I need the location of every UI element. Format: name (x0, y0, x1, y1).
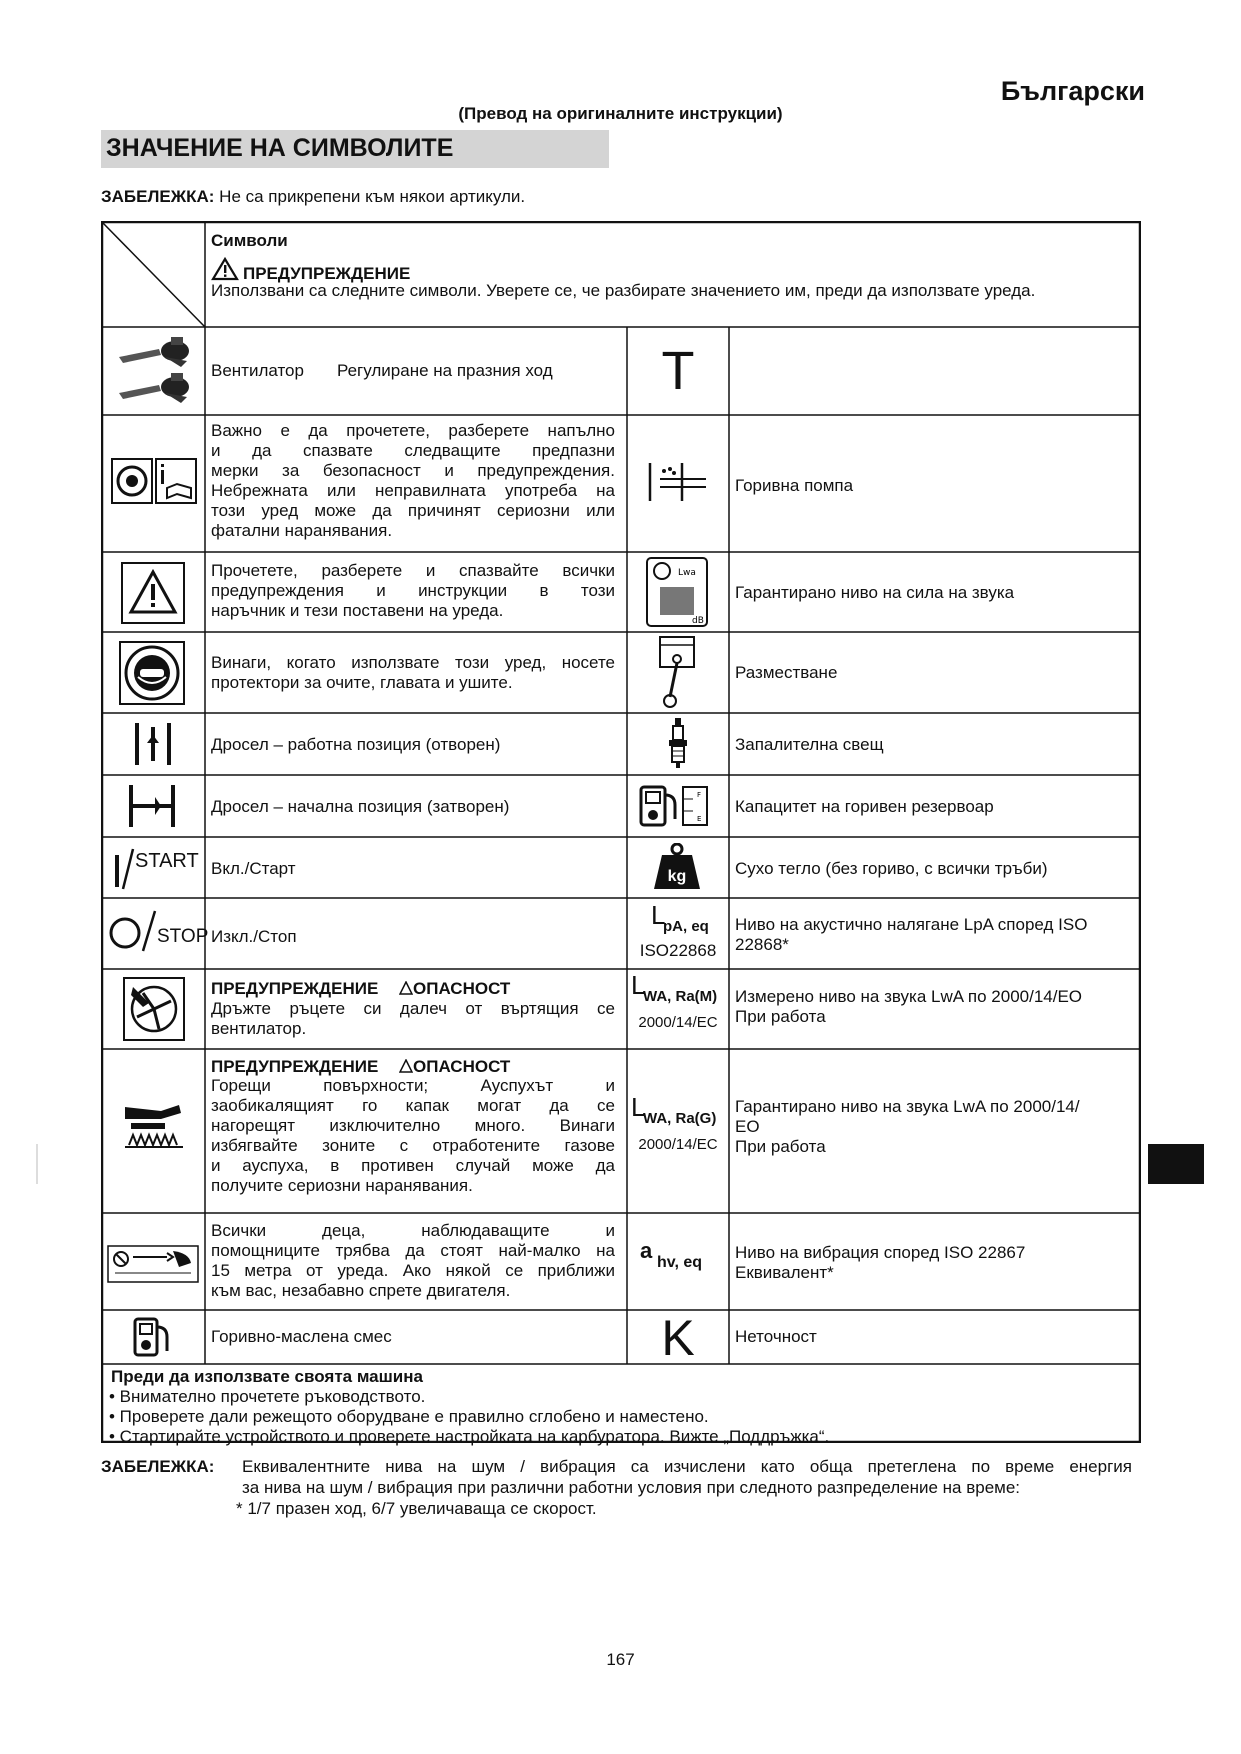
lwa-g-symbol-std: 2000/14/EC (638, 1136, 718, 1153)
r2-left-line1: Важно е да прочетете, разберете напълно (211, 421, 615, 440)
r10-left-line1: Горещи повърхности; Ауспухът и (211, 1076, 615, 1095)
r9-left-line2: вентилатор. (211, 1019, 307, 1038)
r3-left-line2: предупреждения и инструкции в този (211, 581, 615, 600)
r2-right-label: Горивна помпа (735, 476, 854, 495)
lpa-symbol-sub: pA, eq (663, 918, 709, 935)
note-top (101, 187, 525, 207)
svg-text:dB: dB (692, 616, 704, 626)
r2-left-line3: мерки за безопасност и предупреждения. (211, 461, 615, 480)
svg-text:F: F (697, 791, 702, 799)
lwa-m-symbol-sub: WA, Ra(M) (643, 988, 718, 1005)
subtitle: (Превод на оригиналните инструкции) (458, 104, 783, 123)
svg-text:E: E (697, 815, 702, 823)
r8-right-line2: 22868* (735, 935, 789, 954)
footer-item-2: • Проверете дали режещото оборудване е правилно сглобено и наместено. (109, 1407, 709, 1426)
r2-left-line5: този уред може да причинят сериозни или (211, 501, 615, 520)
r4-left-line1: Винаги, когато използвате този уред, носете (211, 653, 615, 672)
start-switch-icon (113, 845, 135, 891)
lwa-m-symbol-std: 2000/14/EC (638, 1014, 718, 1031)
r8-right-line1: Ниво на акустично налягане LpA според ISO (735, 915, 1088, 934)
stop-switch-icon (107, 907, 159, 955)
r10-right-line1: Гарантирано ниво на звука LwA по 2000/14/ (735, 1097, 1080, 1116)
footer-item-1: • Внимателно прочетете ръководството. (109, 1387, 426, 1406)
r11-left-line1: Всички деца, наблюдаващите и (211, 1221, 615, 1240)
r4-left-line2: протектори за очите, главата и ушите. (211, 673, 513, 692)
header-text: Използвани са следните символи. Уверете се, че разбирате значението им, преди да използвате уреда. (211, 281, 1036, 300)
r1-right-label: Регулиране на празния ход (337, 361, 553, 380)
r2-left-line6: фатални наранявания. (211, 521, 393, 540)
language-label: Български (1000, 76, 1145, 106)
lwa-m-symbol-main: L (631, 970, 646, 1000)
r7-right-label: Сухо тегло (без гориво, с всички тръби) (735, 859, 1048, 878)
blower-icon (115, 335, 195, 407)
r10-left-line5: и ауспуха, в противен случай може да (211, 1156, 615, 1175)
r10-left-line3: нагорещят изключително много. Винаги (211, 1116, 615, 1135)
warning-small-icon (399, 981, 413, 995)
footer-title: Преди да използвате своята машина (111, 1367, 423, 1386)
r10-warning-title: ПРЕДУПРЕЖДЕНИЕ (211, 1057, 379, 1076)
note-label: ЗАБЕЛЕЖКА: (101, 187, 215, 206)
note-text: Не са прикрепени към някои артикули. (219, 187, 526, 206)
fuel-oil-mix-icon (131, 1317, 175, 1359)
displacement-piston-icon (658, 635, 698, 711)
note-bottom-label: ЗАБЕЛЕЖКА: (101, 1457, 215, 1476)
r10-left-line2: заобикалящият го капак могат да се (211, 1096, 615, 1115)
lwa-g-symbol-sub: WA, Ra(G) (643, 1110, 717, 1127)
r11-left-line2: помощниците трябва да стоят най-малко на (211, 1241, 615, 1260)
start-symbol-text: START (135, 850, 199, 872)
lpa-symbol-main: L (651, 900, 666, 930)
r7-left-text: Вкл./Старт (211, 859, 296, 878)
lpa-symbol-std: ISO22868 (639, 941, 717, 960)
r9-warning-title: ПРЕДУПРЕЖДЕНИЕ (211, 979, 379, 998)
protective-gear-icon (119, 641, 185, 705)
ahv-symbol-sub: hv, eq (657, 1254, 703, 1271)
page-number: 167 (606, 1650, 635, 1669)
fuel-pump-icon (646, 459, 708, 505)
r12-left-text: Горивно-маслена смес (211, 1327, 392, 1346)
warning-small-icon-2 (399, 1059, 413, 1073)
r8-left-text: Изкл./Стоп (211, 927, 297, 946)
uncertainty-symbol: K (661, 1310, 695, 1366)
r10-right-line2: ЕО (735, 1117, 760, 1136)
svg-text:Lwa: Lwa (678, 568, 696, 578)
r1-left-text: Вентилатор (211, 361, 304, 380)
weight-kg-label: kg (667, 868, 687, 885)
read-manual-icon (111, 458, 197, 504)
symbols-table (101, 221, 1141, 1446)
header-symbols-title: Символи (211, 231, 288, 250)
r5-right-label: Запалителна свещ (735, 735, 884, 754)
section-tab-marker (1148, 1144, 1204, 1184)
footer-item-3: • Стартирайте устройството и проверете настройката на карбуратора. Вижте „Поддръжка“. (109, 1427, 830, 1446)
r2-left-line4: Небрежната или неправилната употреба на (211, 481, 615, 500)
note-bottom-line1: Еквивалентните нива на шум / вибрация са изчислени като обща претеглена по време енергия (242, 1457, 1132, 1476)
r3-left-line1: Прочетете, разберете и спазвайте всички (211, 561, 615, 580)
r10-right-line3: При работа (735, 1137, 826, 1156)
binding-mark (36, 1144, 38, 1184)
hot-surface-icon (121, 1101, 187, 1149)
r6-left-text: Дросел – начална позиция (затворен) (211, 797, 510, 816)
ahv-symbol-main: a (640, 1238, 653, 1263)
note-bottom-line2: за нива на шум / вибрация при различни работни условия при следното разпределение на време: (242, 1478, 1021, 1497)
r11-left-line3: 15 метра от уреда. Ако някой се приближи (211, 1261, 615, 1280)
r11-right-line1: Ниво на вибрация според ISO 22867 (735, 1243, 1026, 1262)
rotating-fan-hazard-icon (123, 977, 185, 1041)
keep-distance-icon (107, 1245, 199, 1283)
r10-left-line6: получите сериозни наранявания. (211, 1176, 473, 1195)
r3-left-line3: наръчник и тези поставени на уреда. (211, 601, 504, 620)
note-bottom-footnote: * 1/7 празен ход, 6/7 увеличаваща се скорост. (236, 1499, 597, 1518)
r2-left-line2: и да спазвате следващите предпазни (211, 441, 615, 460)
page-title: ЗНАЧЕНИЕ НА СИМВОЛИТЕ (106, 134, 454, 162)
r4-right-label: Разместване (735, 663, 838, 682)
r6-right-label: Капацитет на горивен резервоар (735, 797, 994, 816)
lwa-g-symbol-main: L (631, 1092, 646, 1122)
r12-right-label: Неточност (735, 1327, 817, 1346)
spark-plug-icon (665, 717, 691, 771)
r11-left-line4: към вас, незабавно спрете двигателя. (211, 1281, 511, 1300)
stop-symbol-text: STOP (157, 926, 209, 947)
r11-right-line2: Еквивалент* (735, 1263, 834, 1282)
idle-adjust-symbol: T (661, 341, 695, 401)
guaranteed-sound-power-icon (646, 557, 708, 627)
r9-danger-title: ОПАСНОСТ (413, 979, 511, 998)
header-warning-label: ПРЕДУПРЕЖДЕНИЕ (243, 264, 411, 283)
r9-left-line1: Дръжте ръцете си далеч от въртящия се (211, 999, 615, 1018)
r9-right-line2: При работа (735, 1007, 826, 1026)
warning-read-instructions-icon (121, 562, 185, 624)
choke-closed-icon (127, 783, 177, 829)
r10-danger-title: ОПАСНОСТ (413, 1057, 511, 1076)
warning-triangle-icon (211, 257, 239, 281)
r3-right-label: Гарантирано ниво на сила на звука (735, 583, 1015, 602)
r9-right-line1: Измерено ниво на звука LwA по 2000/14/ЕО (735, 987, 1083, 1006)
r10-left-line4: избягвайте зоните с отработените газове (211, 1136, 615, 1155)
r5-left-text: Дросел – работна позиция (отворен) (211, 735, 501, 754)
fuel-tank-capacity-icon (637, 783, 717, 829)
choke-open-icon (131, 721, 175, 767)
note-bottom (101, 1456, 1132, 1519)
